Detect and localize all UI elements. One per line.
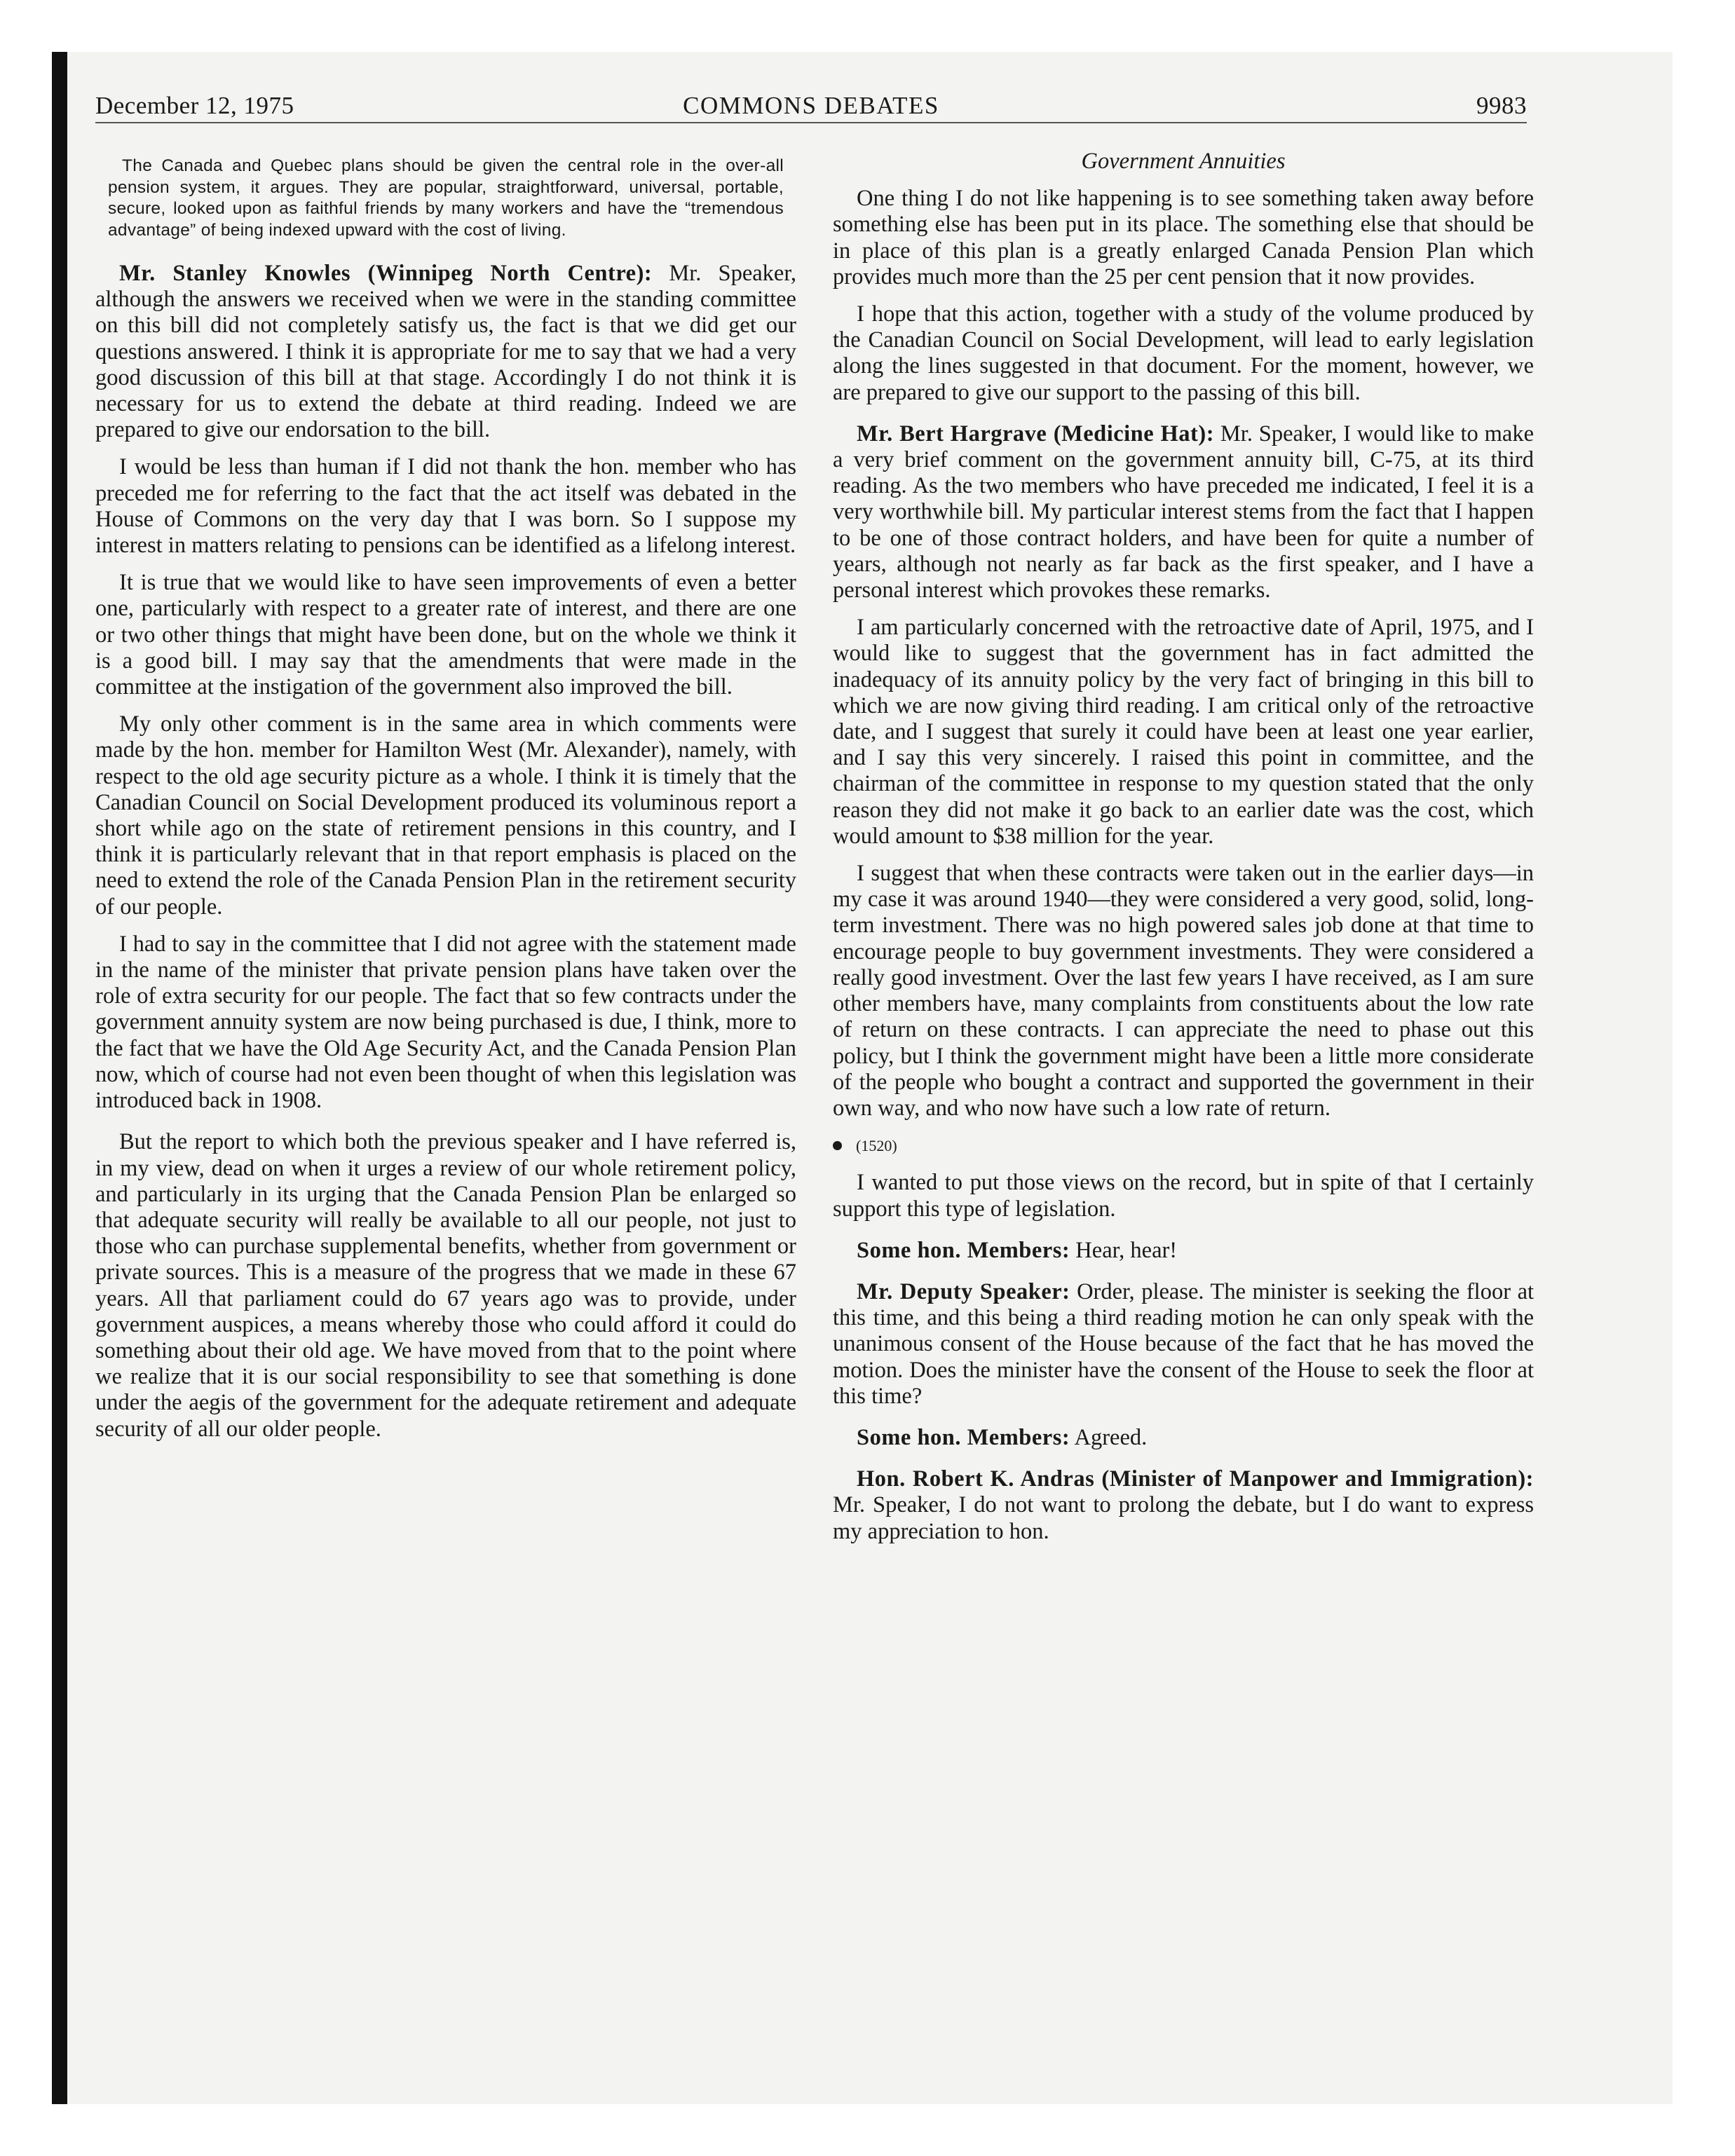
paragraph: It is true that we would like to have seen improvements of even a better one, particularly with respect to a greater rate of interest, and there are one or two other things that might have been done, but on the whole we think it is a good bill. I may say that the amendments that were made in the committee at the instigation of the government also improved the bill. [95, 570, 796, 700]
speech-text: Agreed. [1074, 1424, 1148, 1450]
header-title: COMMONS DEBATES [683, 92, 939, 119]
speech-text: Hear, hear! [1075, 1237, 1178, 1263]
speaker-name: Some hon. Members: [857, 1237, 1070, 1263]
speech-hargrave [833, 421, 1534, 603]
paragraph: One thing I do not like happening is to see something taken away before something else has been put in its place. The something else that should be in place of this plan is a greatly enlarged Canada Pension Plan which provides much more than the 25 per cent pension that it now provides. [833, 186, 1534, 289]
scan-edge-shadow [52, 52, 67, 2104]
header-rule [95, 122, 1527, 123]
speaker-name: Hon. Robert K. Andras (Minister of Manpower and Immigration): [857, 1466, 1534, 1492]
interjection [833, 1425, 1534, 1451]
speech-knowles [95, 261, 796, 443]
right-column [833, 149, 1534, 1556]
interjection [833, 1238, 1534, 1264]
paragraph: I suggest that when these contracts were taken out in the earlier days—in my case it was around 1940—they were considered a very good, solid, long-term investment. There was no high powered sales job done at that time to encourage people to buy government investments. They were considered a really good investment. Over the last few years I have received, as I am sure other members have, many complaints from constituents about the low rate of return on these contracts. I can appreciate the need to phase out this policy, but I think the government might have been a little more considerate of the people who bought a contract and supported the government in their own way, and who now have such a low rate of return. [833, 861, 1534, 1121]
bullet-dot-icon [833, 1141, 842, 1150]
speaker-name: Some hon. Members: [857, 1424, 1070, 1450]
paragraph: My only other comment is in the same area in which comments were made by the hon. member for Hamilton West (Mr. Alexander), namely, with respect to the old age security picture as a whole. I think it is timely that the Canadian Council on Social Development produced its voluminous report a short while ago on the state of retirement pensions in this country, and I think it is particularly relevant that in that report emphasis is placed on the need to extend the role of the Canada Pension Plan in the retirement security of our people. [95, 711, 796, 920]
left-column [95, 149, 796, 1454]
speaker-name: Mr. Deputy Speaker: [857, 1278, 1070, 1304]
quote-text: The Canada and Quebec plans should be given the central role in the over-all pension system, it argues. They are popular, straightforward, universal, portable, secure, looked upon as faithful friends by many workers and have the “tremendous advantage” of being indexed upward with the cost of living. [108, 156, 784, 240]
running-header [95, 86, 1527, 126]
speech-andras [833, 1466, 1534, 1545]
time-marker-text: (1520) [856, 1137, 897, 1155]
speech-text: Mr. Speaker, I do not want to prolong the debate, but I do want to express my appreciation to hon. [833, 1492, 1534, 1544]
speaker-name: Mr. Stanley Knowles (Winnipeg North Centre): [119, 261, 653, 286]
speech-text: Mr. Speaker, although the answers we received when we were in the standing committee on this bill did not completely satisfy us, the fact is that we did get our questions answered. I think it is appropriate for me to say that we had a very good discussion of this bill at that stage. Accordingly I do not think it is necessary for us to extend the debate at third reading. Indeed we are prepared to give our endorsation to the bill. [95, 261, 796, 443]
paragraph: But the report to which both the previous speaker and I have referred is, in my view, dead on when it urges a review of our whole retirement policy, and particularly in its urging that the Canada Pension Plan be enlarged so that adequate security will really be available to all our people, not just to those who can purchase supplemental benefits, whether from government or private sources. This is a measure of the progress that we made in these 67 years. All that parliament could do 67 years ago was to provide, under government auspices, a means whereby those who could afford it could do something about their old age. We have moved from that to the point where we realize that it is our social responsibility to see that something is done under the aegis of the government for the adequate retirement and adequate security of all our older people. [95, 1129, 796, 1442]
speaker-name: Mr. Bert Hargrave (Medicine Hat): [857, 421, 1215, 446]
speech-text: Order, please. The minister is seeking the floor at this time, and this being a third reading motion he can only speak with the unanimous consent of the House because of the fact that he has moved the motion. Does the minister have the consent of the House to seek the floor at this time? [833, 1278, 1535, 1409]
paragraph: I had to say in the committee that I did not agree with the statement made in the name of the minister that private pension plans have taken over the role of extra security for our people. The fact that so few contracts under the government annuity system are now being purchased is due, I think, more to the fact that we have the Old Age Security Act, and the Canada Pension Plan now, which of course had not even been thought of when this legislation was introduced back in 1908. [95, 931, 796, 1114]
paragraph: I would be less than human if I did not thank the hon. member who has preceded me for referring to the fact that the act itself was debated in the House of Commons on the very day that I was born. So I suppose my interest in matters relating to pensions can be identified as a lifelong interest. [95, 454, 796, 559]
speech-text: Mr. Speaker, I would like to make a very brief comment on the government annuity bill, C-75, at its third reading. As the two members who have preceded me indicated, I feel it is a very worthwhile bill. My particular interest stems from the fact that I happen to be one of those contract holders, and have been for quite a number of years, although not nearly as far back as the first speaker, and I have a personal interest which provokes these remarks. [833, 421, 1535, 603]
header-date: December 12, 1975 [95, 92, 294, 119]
time-marker [833, 1133, 1534, 1159]
section-subheading: Government Annuities [1081, 149, 1286, 174]
header-page-number: 9983 [1476, 92, 1527, 119]
paragraph: I wanted to put those views on the record, but in spite of that I certainly support this type of legislation. [833, 1170, 1534, 1222]
speech-deputy-speaker [833, 1279, 1534, 1410]
paragraph: I hope that this action, together with a study of the volume produced by the Canadian Council on Social Development, will lead to early legislation along the lines suggested in that document. For the moment, however, we are prepared to give our support to the passing of this bill. [833, 301, 1534, 405]
block-quote [95, 149, 796, 241]
paragraph: I am particularly concerned with the retroactive date of April, 1975, and I would like to suggest that the government has in fact admitted the inadequacy of its annuity policy by the very fact of bringing in this bill to which we are now giving third reading. I am critical only of the retroactive date, and I suggest that surely it could have been at least one year earlier, and I say this very sincerely. I raised this point in committee, and the chairman of the committee in response to my question stated that the only reason they did not make it go back to an earlier date was the cost, which would amount to $38 million for the year. [833, 615, 1534, 849]
